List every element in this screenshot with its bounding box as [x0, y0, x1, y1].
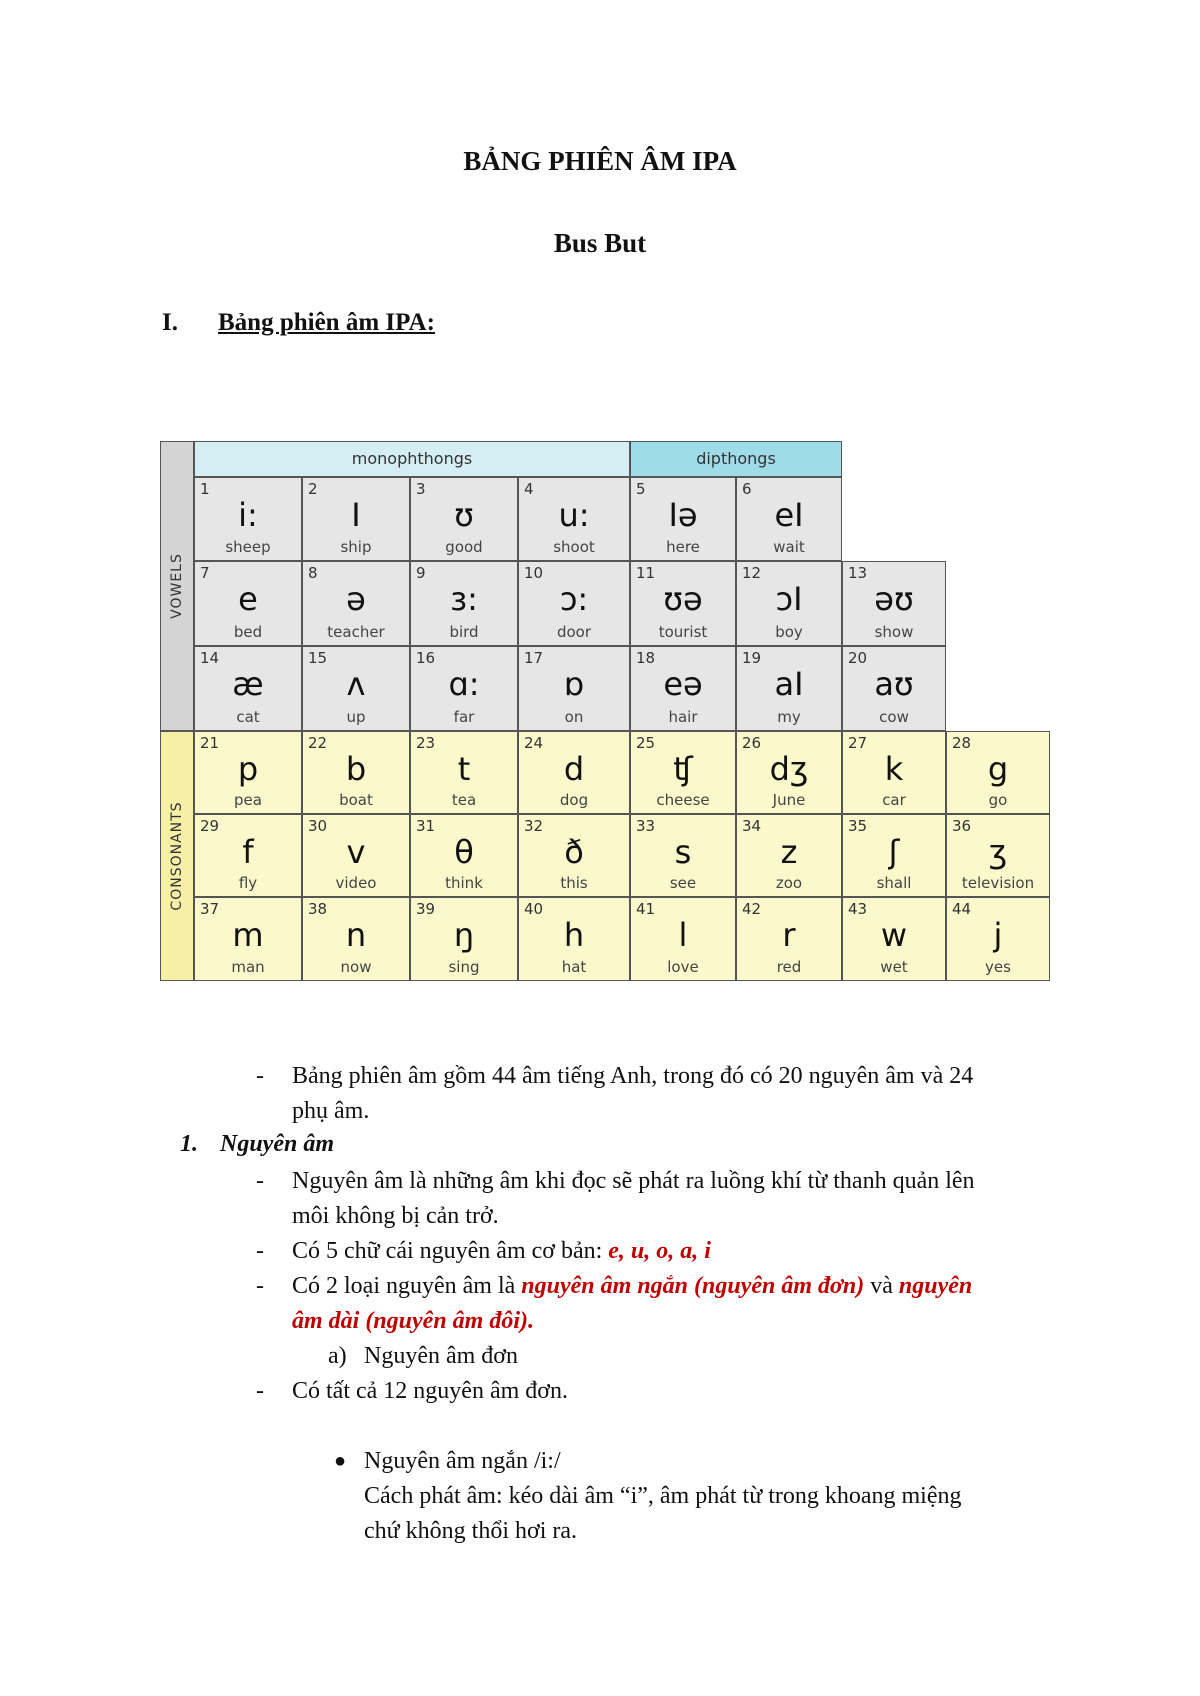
ipa-cell-41 [630, 897, 736, 981]
ipa-symbol: v [346, 833, 366, 871]
ipa-symbol: l [678, 916, 688, 954]
ipa-symbol: θ [454, 833, 474, 871]
ipa-cell-44 [946, 897, 1050, 981]
vowel-heading: Nguyên âm [220, 1131, 334, 1157]
ipa-cell-21 [194, 731, 302, 814]
ipa-cell-38 [302, 897, 410, 981]
ipa-example-word: think [445, 874, 483, 892]
ipa-number: 15 [308, 649, 328, 667]
ipa-example-word: bird [449, 623, 479, 641]
ipa-symbol: ʒ [988, 833, 1008, 871]
ipa-cell-13 [842, 561, 946, 646]
ipa-symbol: I [351, 496, 361, 534]
ipa-symbol: j [993, 916, 1003, 954]
ipa-example-word: boy [775, 623, 803, 641]
ipa-number: 32 [524, 817, 544, 835]
b3-dash: - [256, 1273, 264, 1299]
section-number: I. [162, 309, 178, 336]
ipa-number: 31 [416, 817, 436, 835]
ipa-cell-34 [736, 814, 842, 897]
ipa-number: 4 [524, 480, 534, 498]
ipa-example-word: dog [559, 791, 589, 809]
bullet-dot: ● [334, 1450, 347, 1472]
ipa-cell-15 [302, 646, 410, 731]
ipa-number: 35 [848, 817, 868, 835]
ipa-symbol: m [232, 916, 264, 954]
ipa-cell-31 [410, 814, 518, 897]
ipa-example-word: wait [773, 538, 805, 556]
ipa-cell-43 [842, 897, 946, 981]
ipa-symbol: f [242, 833, 254, 871]
ipa-number: 28 [952, 734, 972, 752]
ipa-cell-11 [630, 561, 736, 646]
ipa-number: 12 [742, 564, 762, 582]
ipa-cell-16 [410, 646, 518, 731]
ipa-number: 14 [200, 649, 220, 667]
ipa-symbol: ɔ: [559, 580, 589, 618]
ipa-cell-19 [736, 646, 842, 731]
ipa-cell-26 [736, 731, 842, 814]
ipa-symbol: d [563, 750, 585, 788]
sub-a-text: Nguyên âm đơn [364, 1343, 518, 1369]
ipa-number: 7 [200, 564, 210, 582]
ipa-example-word: man [231, 958, 265, 976]
section-heading [162, 309, 435, 337]
ipa-symbol: ɜ: [450, 580, 478, 618]
ipa-cell-27 [842, 731, 946, 814]
ipa-example-word: wet [880, 958, 908, 976]
consonants-side-label: CONSONANTS [160, 731, 194, 981]
ipa-number: 29 [200, 817, 220, 835]
ipa-cell-40 [518, 897, 630, 981]
ipa-example-word: see [669, 874, 697, 892]
ipa-example-word: pea [234, 791, 262, 809]
ipa-cell-24 [518, 731, 630, 814]
ipa-symbol: k [884, 750, 904, 788]
ipa-example-word: far [453, 708, 475, 726]
b3-line-2: âm dài (nguyên âm đôi). [292, 1308, 535, 1334]
ipa-number: 44 [952, 900, 972, 918]
ipa-example-word: fly [238, 874, 258, 892]
document-title: BẢNG PHIÊN ÂM IPA [463, 146, 737, 176]
ipa-example-word: door [556, 623, 592, 641]
ipa-number: 23 [416, 734, 436, 752]
ipa-example-word: tea [451, 791, 477, 809]
ipa-number: 13 [848, 564, 868, 582]
ipa-symbol: ɔI [775, 580, 803, 618]
ipa-example-word: sing [448, 958, 480, 976]
ipa-cell-29 [194, 814, 302, 897]
ipa-cell-39 [410, 897, 518, 981]
ipa-cell-28 [946, 731, 1050, 814]
ipa-example-word: cat [236, 708, 260, 726]
ipa-cell-18 [630, 646, 736, 731]
ipa-example-word: teacher [327, 623, 385, 641]
ipa-example-word: bed [233, 623, 263, 641]
ipa-number: 36 [952, 817, 972, 835]
ipa-symbol: r [782, 916, 796, 954]
ipa-example-word: good [445, 538, 483, 556]
ipa-example-word: video [335, 874, 377, 892]
ipa-cell-6 [736, 477, 842, 561]
intro-line-2: phụ âm. [292, 1098, 370, 1124]
ipa-symbol: u: [558, 496, 590, 534]
ipa-cell-9 [410, 561, 518, 646]
ipa-cell-1 [194, 477, 302, 561]
ipa-example-word: now [340, 958, 372, 976]
ipa-example-word: tourist [658, 623, 708, 641]
ipa-cell-22 [302, 731, 410, 814]
ipa-number: 33 [636, 817, 656, 835]
ipa-example-word: red [776, 958, 802, 976]
ipa-symbol: ʃ [888, 833, 900, 871]
intro-line-1: Bảng phiên âm gồm 44 âm tiếng Anh, trong đó có 20 nguyên âm và 24 [292, 1063, 974, 1089]
ipa-number: 22 [308, 734, 328, 752]
ipa-number: 8 [308, 564, 318, 582]
ipa-symbol: ɒ [563, 665, 585, 703]
ipa-symbol: əʊ [874, 580, 914, 618]
ipa-symbol: p [237, 750, 259, 788]
ipa-symbol: z [780, 833, 798, 871]
ipa-example-word: June [772, 791, 806, 809]
ipa-example-word: show [874, 623, 914, 641]
ipa-cell-30 [302, 814, 410, 897]
ipa-number: 25 [636, 734, 656, 752]
ipa-cell-12 [736, 561, 842, 646]
ipa-cell-4 [518, 477, 630, 561]
ipa-example-word: zoo [775, 874, 803, 892]
ipa-example-word: hat [561, 958, 587, 976]
ipa-cell-3 [410, 477, 518, 561]
ipa-symbol: dʒ [769, 750, 809, 788]
ipa-example-word: boat [339, 791, 373, 809]
ipa-number: 43 [848, 900, 868, 918]
ipa-number: 16 [416, 649, 436, 667]
ipa-number: 37 [200, 900, 220, 918]
intro-dash: - [256, 1063, 264, 1089]
ipa-example-word: cheese [656, 791, 710, 809]
ipa-number: 17 [524, 649, 544, 667]
ipa-number: 34 [742, 817, 762, 835]
ipa-example-word: go [988, 791, 1008, 809]
ipa-symbol: eə [663, 665, 703, 703]
ipa-number: 38 [308, 900, 328, 918]
ipa-symbol: ʊ [454, 496, 474, 534]
section-title: Bảng phiên âm IPA: [218, 309, 435, 336]
ipa-example-word: this [560, 874, 588, 892]
bullet-title: Nguyên âm ngắn /i:/ [364, 1448, 561, 1474]
ipa-number: 24 [524, 734, 544, 752]
document-subtitle: Bus But [553, 228, 647, 258]
ipa-symbol: aʊ [874, 665, 914, 703]
ipa-number: 5 [636, 480, 646, 498]
ipa-cell-37 [194, 897, 302, 981]
ipa-number: 27 [848, 734, 868, 752]
ipa-symbol: s [674, 833, 692, 871]
bullet-line-1: Cách phát âm: kéo dài âm “i”, âm phát từ trong khoang miệng [364, 1483, 962, 1509]
ipa-cell-42 [736, 897, 842, 981]
bullet-line-2: chứ không thổi hơi ra. [364, 1518, 577, 1544]
ipa-symbol: b [345, 750, 367, 788]
ipa-number: 19 [742, 649, 762, 667]
ipa-number: 20 [848, 649, 868, 667]
ipa-cell-25 [630, 731, 736, 814]
ipa-example-word: hair [668, 708, 698, 726]
ipa-example-word: sheep [225, 538, 271, 556]
ipa-example-word: cow [879, 708, 909, 726]
ipa-cell-20 [842, 646, 946, 731]
ipa-cell-32 [518, 814, 630, 897]
ipa-number: 10 [524, 564, 544, 582]
monophthongs-header: monophthongs [194, 441, 630, 477]
ipa-cell-2 [302, 477, 410, 561]
ipa-example-word: up [346, 708, 366, 726]
ipa-cell-5 [630, 477, 736, 561]
ipa-cell-7 [194, 561, 302, 646]
ipa-symbol: æ [232, 665, 264, 703]
ipa-cell-8 [302, 561, 410, 646]
ipa-example-word: yes [985, 958, 1011, 976]
ipa-number: 1 [200, 480, 210, 498]
ipa-number: 6 [742, 480, 752, 498]
ipa-number: 18 [636, 649, 656, 667]
ipa-example-word: shoot [553, 538, 595, 556]
ipa-symbol: ə [346, 580, 366, 618]
ipa-number: 39 [416, 900, 436, 918]
ipa-number: 42 [742, 900, 762, 918]
vowel-heading-number: 1. [180, 1131, 198, 1157]
diphthongs-header: dipthongs [630, 441, 842, 477]
ipa-symbol: aI [774, 665, 804, 703]
ipa-number: 9 [416, 564, 426, 582]
ipa-number: 26 [742, 734, 762, 752]
ipa-symbol: w [880, 916, 908, 954]
ipa-cell-35 [842, 814, 946, 897]
ipa-cell-36 [946, 814, 1050, 897]
ipa-symbol: ŋ [453, 916, 475, 954]
vowels-side-label: VOWELS [160, 441, 194, 731]
b2-dash: - [256, 1238, 264, 1264]
ipa-symbol: ʧ [673, 750, 693, 788]
ipa-cell-14 [194, 646, 302, 731]
ipa-number: 30 [308, 817, 328, 835]
b2-line: Có 5 chữ cái nguyên âm cơ bản: e, u, o, a, i [292, 1238, 711, 1264]
ipa-symbol: Iə [668, 496, 698, 534]
ipa-cell-10 [518, 561, 630, 646]
ipa-symbol: ð [564, 833, 584, 871]
ipa-number: 3 [416, 480, 426, 498]
b1-line-2: môi không bị cản trở. [292, 1203, 499, 1229]
ipa-symbol: e [238, 580, 258, 618]
ipa-number: 40 [524, 900, 544, 918]
ipa-symbol: n [345, 916, 367, 954]
sub-a-label: a) [328, 1343, 347, 1369]
ipa-chart [160, 441, 1050, 981]
ipa-symbol: ʊə [663, 580, 703, 618]
ipa-cell-17 [518, 646, 630, 731]
ipa-number: 41 [636, 900, 656, 918]
ipa-symbol: i: [238, 496, 258, 534]
ipa-example-word: ship [340, 538, 372, 556]
ipa-number: 21 [200, 734, 220, 752]
b1-dash: - [256, 1168, 264, 1194]
ipa-symbol: g [987, 750, 1009, 788]
ipa-number: 2 [308, 480, 318, 498]
ipa-symbol: ɑ: [448, 665, 480, 703]
ipa-example-word: television [961, 874, 1035, 892]
ipa-cell-23 [410, 731, 518, 814]
ipa-symbol: ʌ [346, 665, 366, 703]
b4-line: Có tất cả 12 nguyên âm đơn. [292, 1378, 568, 1404]
ipa-example-word: my [777, 708, 801, 726]
ipa-example-word: on [564, 708, 584, 726]
ipa-example-word: love [667, 958, 699, 976]
ipa-symbol: t [457, 750, 471, 788]
ipa-example-word: car [882, 791, 906, 809]
ipa-symbol: eI [774, 496, 804, 534]
ipa-example-word: here [666, 538, 700, 556]
ipa-number: 11 [636, 564, 656, 582]
b3-line-1: Có 2 loại nguyên âm là nguyên âm ngắn (nguyên âm đơn) và nguyên [292, 1273, 973, 1299]
ipa-cell-33 [630, 814, 736, 897]
b4-dash: - [256, 1378, 264, 1404]
ipa-example-word: shall [876, 874, 912, 892]
b1-line-1: Nguyên âm là những âm khi đọc sẽ phát ra luồng khí từ thanh quản lên [292, 1168, 975, 1194]
ipa-symbol: h [563, 916, 585, 954]
